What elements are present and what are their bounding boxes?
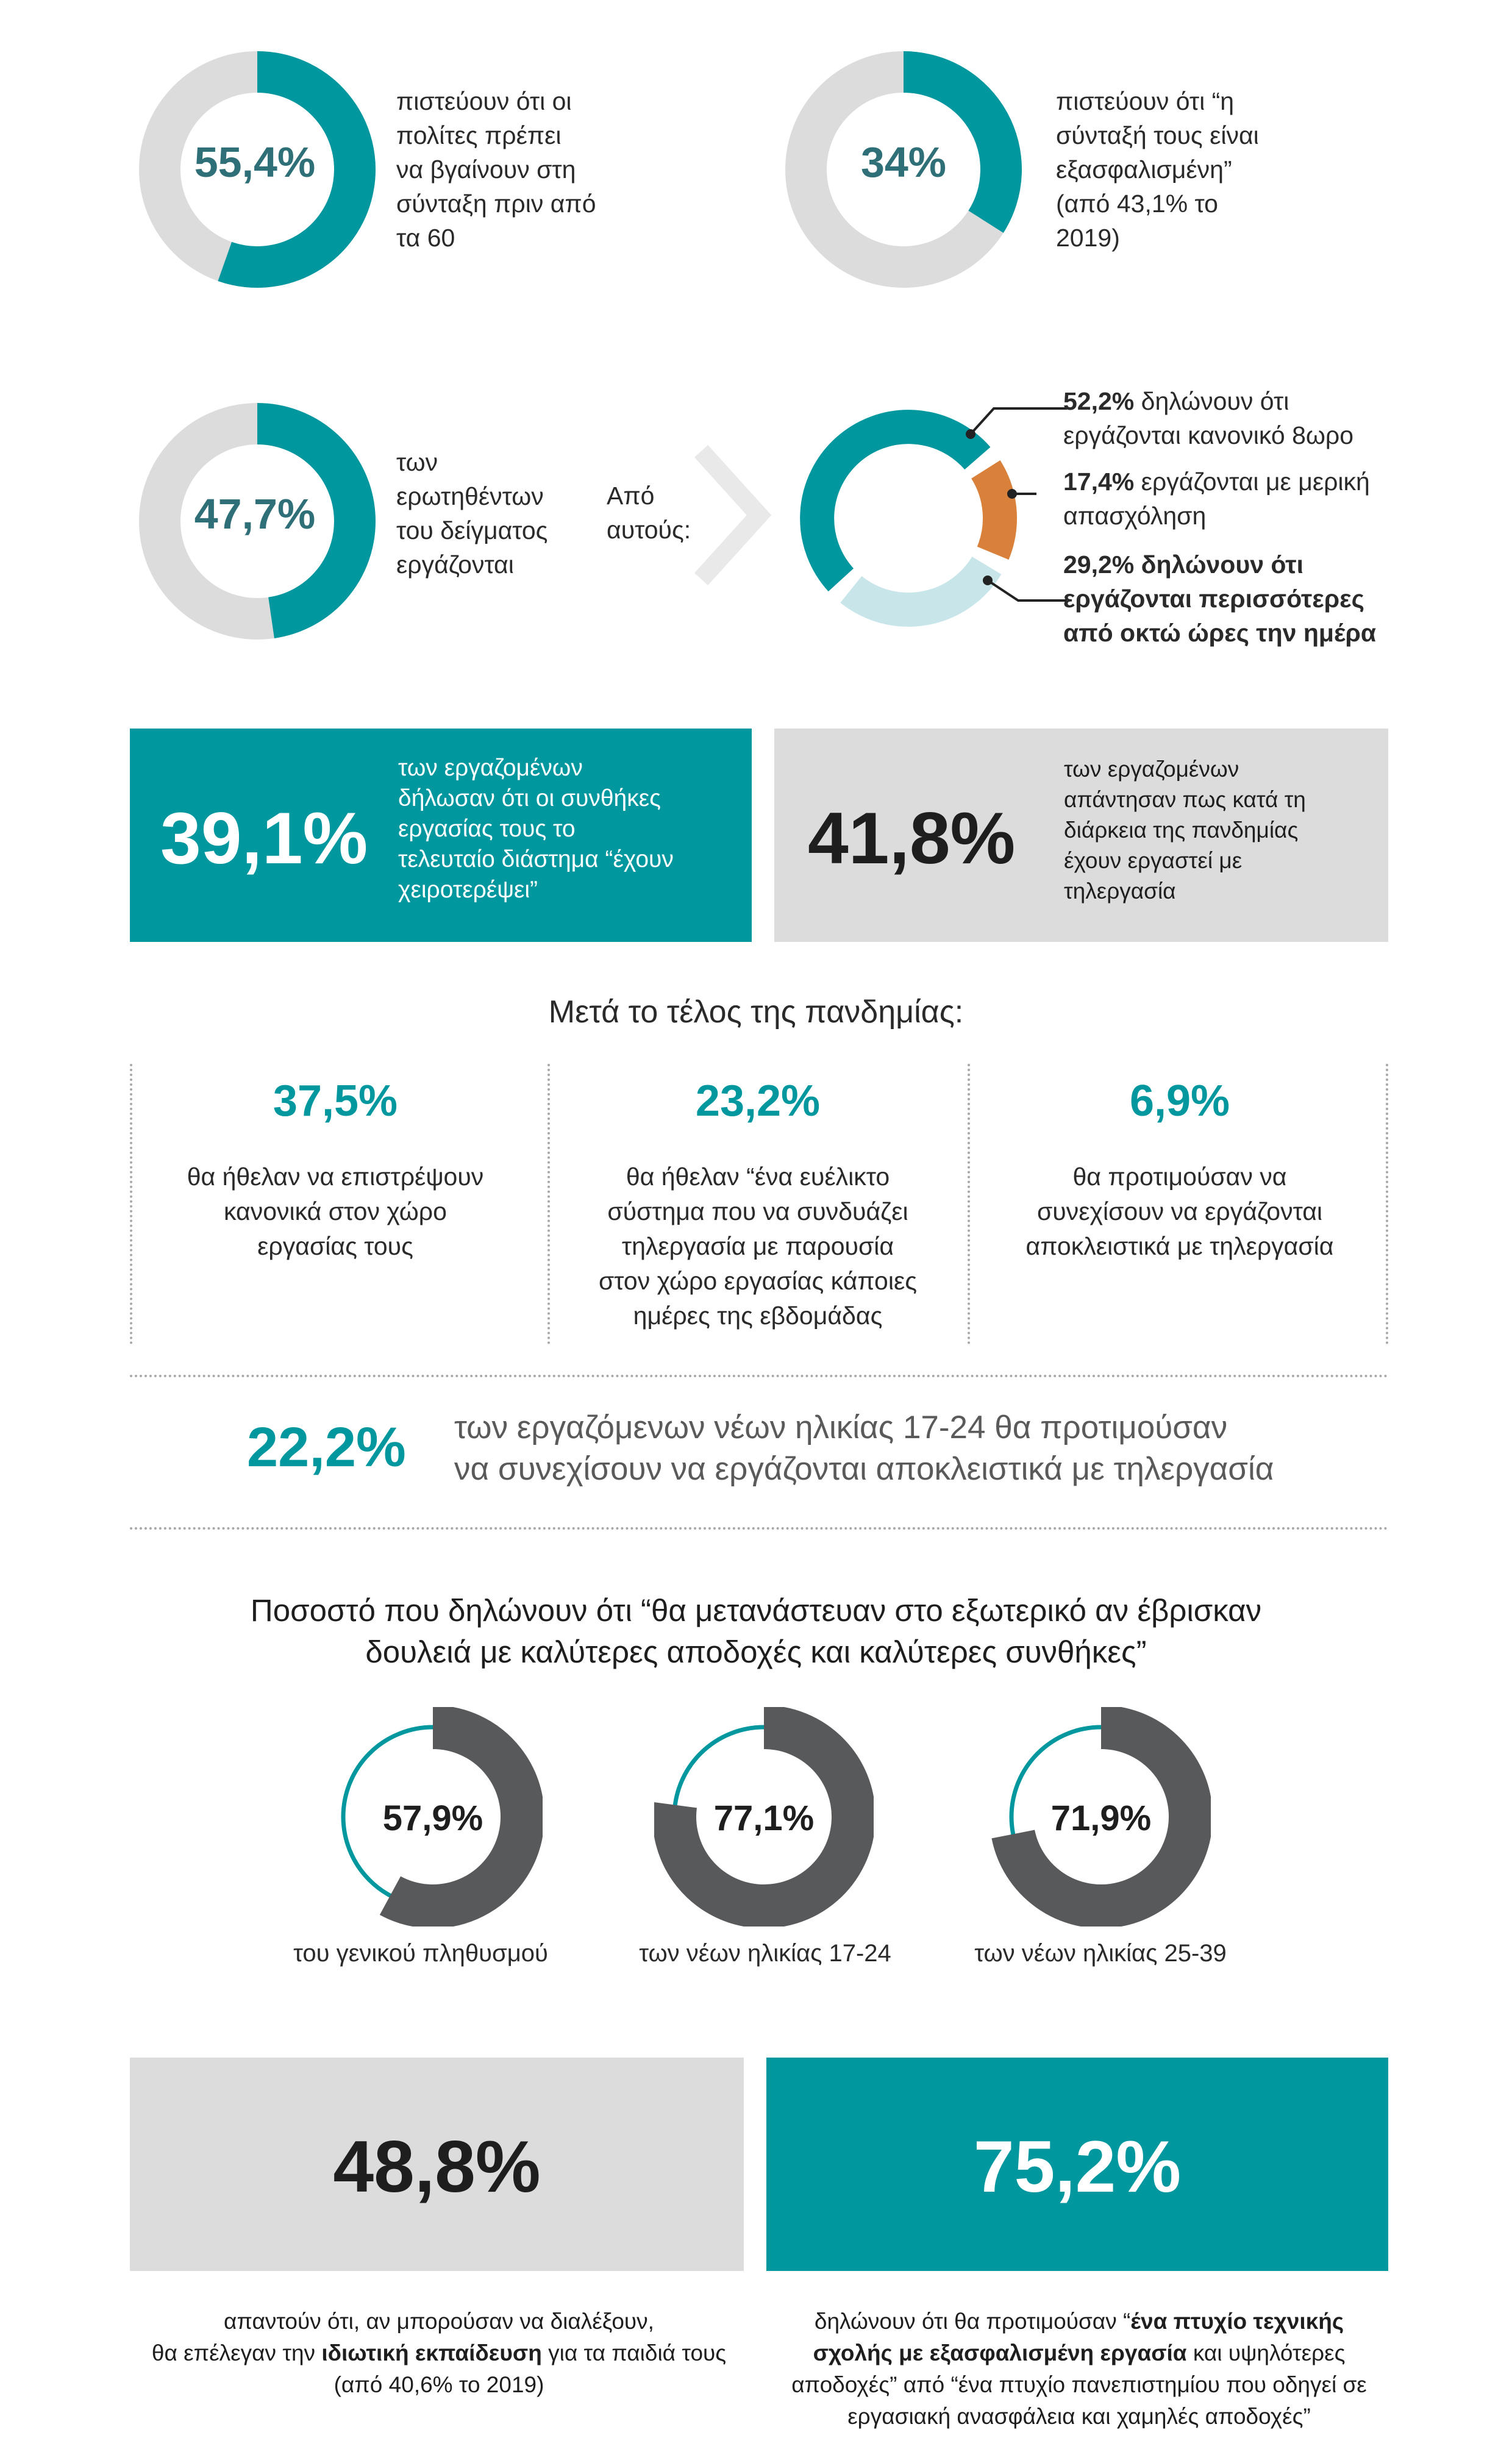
- text-line: εργάζονται: [396, 551, 514, 579]
- text-line: δηλώνουν ότι: [1134, 387, 1289, 415]
- text-line: εργάζονται κανονικό 8ωρο: [1063, 421, 1354, 449]
- leader-dot: [983, 576, 993, 585]
- text-line: έχουν εργαστεί με: [1064, 848, 1243, 873]
- leader-lines: [951, 396, 1073, 628]
- panel-pct: 75,2%: [973, 2126, 1182, 2208]
- banner-text: [398, 753, 674, 905]
- panel-technical-degree: [766, 2058, 1388, 2271]
- text-line: συνεχίσουν να εργάζονται: [1036, 1197, 1323, 1225]
- text-line: αποδοχές” από “ένα πτυχίο πανεπιστημίου που οδηγεί σε: [791, 2372, 1367, 2397]
- text-line: στον χώρο εργασίας κάποιες: [599, 1267, 917, 1295]
- ring-caption: των νέων ηλικίας 17-24: [639, 1940, 891, 1967]
- donut-description-employed: [396, 445, 547, 582]
- text-line: 29,2% δηλώνουν ότι: [1063, 551, 1303, 579]
- donut-chart-pension-secured: [782, 48, 1025, 291]
- chevron-right-icon: [689, 445, 780, 585]
- text-line: θα προτιμούσαν να: [1072, 1163, 1287, 1191]
- ring-caption: των νέων ηλικίας 25-39: [974, 1940, 1227, 1967]
- text-line: απαντούν ότι, αν μπορούσαν να διαλέξουν,: [224, 2309, 654, 2334]
- donut-value: 55,4%: [194, 138, 316, 186]
- text-line: αυτούς:: [607, 516, 691, 544]
- banner-pct: 41,8%: [808, 797, 1016, 879]
- youth-pct: 22,2%: [247, 1416, 406, 1478]
- leader-dot: [966, 429, 975, 439]
- donut-chart-employed: [135, 399, 379, 643]
- text-span-bold: σχολής με εξασφαλισμένη εργασία: [813, 2340, 1187, 2365]
- text-line: τηλεργασία με παρουσία: [621, 1232, 894, 1260]
- segment-pct: 17,4%: [1063, 468, 1135, 496]
- after-col2-text: [551, 1160, 965, 1333]
- text-line: απάντησαν πως κατά τη: [1064, 787, 1306, 812]
- donut-value: 34%: [860, 138, 947, 186]
- after-col3-pct: 6,9%: [1129, 1077, 1230, 1125]
- text-line: τα 60: [396, 224, 455, 252]
- banner-pct: 39,1%: [160, 797, 368, 879]
- dotted-divider: [130, 1527, 1388, 1530]
- text-line: τηλεργασία: [1064, 879, 1176, 904]
- dotted-divider: [547, 1064, 550, 1344]
- text-line: Από: [607, 482, 655, 510]
- text-line: εργάζονται περισσότερες: [1063, 585, 1364, 613]
- text-line: Ποσοστό που δηλώνουν ότι “θα μετανάστευαν στο εξωτερικό αν έβρισκαν: [250, 1593, 1262, 1628]
- text-span-bold: ένα πτυχίο τεχνικής: [1130, 2309, 1344, 2334]
- text-line: να συνεχίσουν να εργάζονται αποκλειστικά με τηλεργασία: [454, 1451, 1274, 1487]
- panel-caption-technical-degree: [726, 2306, 1433, 2433]
- text-span: και υψηλότερες: [1186, 2340, 1346, 2365]
- after-col1-text: [128, 1160, 543, 1264]
- text-line: χειροτερέψει”: [398, 877, 538, 903]
- text-line: διάρκεια της πανδημίας: [1064, 818, 1299, 843]
- text-line: πιστεύουν ότι “η: [1056, 87, 1235, 115]
- donut-description-retire: [396, 84, 596, 255]
- text-line: αποκλειστικά με τηλεργασία: [1025, 1232, 1334, 1260]
- segment-label-52-2: [1063, 384, 1353, 452]
- youth-text: [454, 1407, 1274, 1490]
- text-span: δηλώνουν ότι θα προτιμούσαν “: [814, 2309, 1131, 2334]
- text-line: (από 40,6% το 2019): [333, 2372, 544, 2397]
- donut-chart-migrate-general: [323, 1707, 543, 1927]
- text-line: θα ήθελαν “ένα ευέλικτο: [626, 1163, 890, 1191]
- text-span-bold: ιδιωτική εκπαίδευση: [321, 2340, 542, 2365]
- text-line: από οκτώ ώρες την ημέρα: [1063, 619, 1377, 647]
- dotted-divider: [130, 1375, 1388, 1377]
- ring-value: 71,9%: [1050, 1798, 1152, 1838]
- donut-value: 47,7%: [194, 490, 316, 538]
- leader-line-29-2: [988, 580, 1067, 601]
- banner-text: [1064, 754, 1306, 907]
- donut-chart-migrate-17-24: [654, 1707, 874, 1927]
- leader-dot: [1007, 489, 1017, 499]
- text-line: εξασφαλισμένη”: [1056, 155, 1232, 184]
- text-line: των: [396, 448, 438, 476]
- text-line: των εργαζομένων: [1064, 757, 1239, 782]
- text-line: ημέρες της εβδομάδας: [633, 1302, 883, 1330]
- text-span: για τα παιδιά τους: [541, 2340, 727, 2365]
- banner-worse-conditions: [130, 729, 752, 942]
- text-line: εργασίας τους το: [398, 816, 576, 842]
- donut-description-pension: [1056, 84, 1259, 255]
- text-line: του δείγματος: [396, 516, 548, 544]
- ring-value: 77,1%: [713, 1798, 815, 1838]
- text-line: σύστημα που να συνδυάζει: [607, 1197, 908, 1225]
- text-line: των εργαζομένων: [398, 755, 583, 781]
- text-line: απασχόληση: [1063, 502, 1207, 530]
- panel-caption-private-education: [79, 2306, 799, 2401]
- text-line: των εργαζόμενων νέων ηλικίας 17-24 θα προτιμούσαν: [454, 1410, 1228, 1445]
- after-col1-pct: 37,5%: [273, 1077, 398, 1125]
- panel-pct: 48,8%: [333, 2126, 541, 2208]
- text-line: πολίτες πρέπει: [396, 121, 562, 149]
- text-line: 2019): [1056, 224, 1120, 252]
- donut-chart-retire-before-60: [135, 48, 379, 291]
- banner-teleworked: [774, 729, 1388, 942]
- segment-pct: 52,2%: [1063, 387, 1135, 415]
- text-line: εργάζονται με μερική: [1134, 468, 1370, 496]
- segment-label-17-4: [1063, 465, 1370, 533]
- text-line: κανονικά στον χώρο: [224, 1197, 447, 1225]
- section-title-after-pandemic: Μετά το τέλος της πανδημίας:: [548, 994, 964, 1030]
- panel-private-education: [130, 2058, 744, 2271]
- section-title-migration: [0, 1590, 1512, 1673]
- donut-chart-migrate-25-39: [991, 1707, 1211, 1927]
- after-col3-text: [972, 1160, 1387, 1264]
- text-line: ερωτηθέντων: [396, 482, 544, 510]
- leader-line-52-2: [971, 408, 1067, 434]
- text-line: πιστεύουν ότι οι: [396, 87, 572, 115]
- text-line: δήλωσαν ότι οι συνθήκες: [398, 785, 661, 811]
- text-line: (από 43,1% το: [1056, 190, 1218, 218]
- text-line: σύνταξη πριν από: [396, 190, 596, 218]
- text-line: τελευταίο διάστημα “έχουν: [398, 846, 674, 872]
- of-them-label: [607, 479, 691, 547]
- text-line: σύνταξή τους είναι: [1056, 121, 1259, 149]
- text-line: δουλειά με καλύτερες αποδοχές και καλύτερες συνθήκες”: [365, 1634, 1147, 1669]
- ring-caption: του γενικού πληθυσμού: [293, 1940, 548, 1967]
- dotted-divider: [968, 1064, 970, 1344]
- text-line: να βγαίνουν στη: [396, 155, 576, 184]
- text-span: θα επέλεγαν την: [151, 2340, 322, 2365]
- segment-label-29-2: [1063, 547, 1376, 650]
- ring-value: 57,9%: [382, 1798, 483, 1838]
- text-line: εργασιακή ανασφάλεια και χαμηλές αποδοχές”: [847, 2404, 1311, 2429]
- text-line: εργασίας τους: [257, 1232, 413, 1260]
- text-line: θα ήθελαν να επιστρέψουν: [187, 1163, 484, 1191]
- after-col2-pct: 23,2%: [695, 1077, 821, 1125]
